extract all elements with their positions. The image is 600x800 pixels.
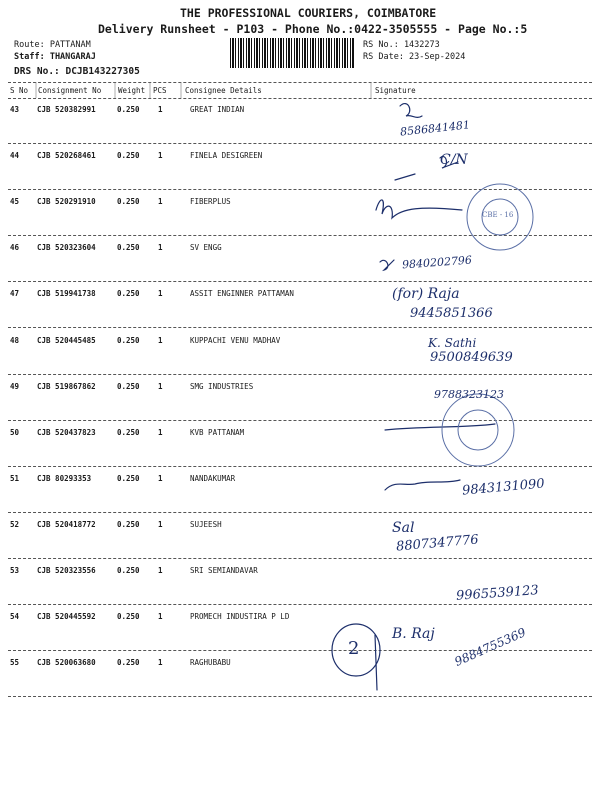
row-weight: 0.250 [117, 197, 140, 206]
row-sno: 54 [10, 612, 20, 621]
row-consignee: SV ENGG [190, 243, 222, 252]
signature-51-scribble [385, 480, 460, 490]
row-consignment-no: CJB 519867862 [37, 382, 96, 391]
row-sno: 46 [10, 243, 20, 252]
row-weight: 0.250 [117, 151, 140, 160]
row-weight: 0.250 [117, 520, 140, 529]
row-pcs: 1 [158, 566, 163, 575]
row-weight: 0.250 [117, 428, 140, 437]
signature-43: 8586841481 [399, 118, 471, 139]
signature-47-phone: 9445851366 [410, 306, 493, 321]
row-consignee: KUPPACHI VENU MADHAV [190, 336, 281, 345]
stamp-50-circle [442, 394, 514, 466]
signature-45-scribble [376, 200, 462, 218]
row-consignee: FINELA DESIGREEN [190, 151, 263, 160]
row-weight: 0.250 [117, 658, 140, 667]
row-pcs: 1 [158, 428, 163, 437]
signature-55-phone: 9884755369 [452, 625, 528, 669]
row-pcs: 1 [158, 336, 163, 345]
row-consignee: KVB PATTANAM [190, 428, 245, 437]
row-consignment-no: CJB 520418772 [37, 520, 96, 529]
row-sno: 49 [10, 382, 20, 391]
row-consignment-no: CJB 520437823 [37, 428, 96, 437]
row-consignment-no: CJB 520268461 [37, 151, 96, 160]
row-sno: 45 [10, 197, 20, 206]
col-sno: S No [10, 86, 29, 95]
row-consignment-no: CJB 520445592 [37, 612, 96, 621]
row-sno: 50 [10, 428, 20, 437]
signature-48-phone: 9500849639 [430, 350, 513, 365]
signature-48-name: K. Sathi [428, 336, 477, 350]
runsheet-title: Delivery Runsheet - P103 - Phone No.:0422-3505555 - Page No.:5 [98, 22, 528, 36]
row-consignee: PROMECH INDUSTIRA P LD [190, 612, 290, 621]
row-consignee: RAGHUBABU [190, 658, 231, 667]
row-consignment-no: CJB 519941738 [37, 289, 96, 298]
circled-mark-text: 2 [348, 638, 360, 659]
rs-number: RS No.: 1432273 [363, 40, 440, 50]
staff-label: Staff: THANGARAJ [14, 52, 96, 62]
row-consignment-no: CJB 520382991 [37, 105, 96, 114]
row-consignment-no: CJB 520445485 [37, 336, 96, 345]
row-pcs: 1 [158, 243, 163, 252]
signature-43-scribble [400, 104, 422, 118]
rs-date: RS Date: 23-Sep-2024 [363, 52, 466, 62]
drs-number: DRS No.: DCJB143227305 [14, 66, 140, 77]
row-consignee: NANDAKUMAR [190, 474, 236, 483]
signature-52-name: Sal [392, 520, 415, 536]
signature-52-phone: 8807347776 [395, 532, 480, 555]
row-sno: 43 [10, 105, 20, 114]
row-weight: 0.250 [117, 105, 140, 114]
row-consignment-no: CJB 520291910 [37, 197, 96, 206]
signature-44: C/N [440, 152, 468, 168]
signature-49-phone: 9788323123 [434, 388, 504, 401]
col-consignment: Consignment No [38, 86, 102, 95]
signature-54: B. Raj [392, 626, 435, 642]
row-pcs: 1 [158, 382, 163, 391]
signature-46: 9840202796 [401, 253, 473, 272]
row-weight: 0.250 [117, 243, 140, 252]
signature-47-name: (for) Raja [392, 286, 460, 302]
row-weight: 0.250 [117, 566, 140, 575]
row-sno: 48 [10, 336, 20, 345]
row-sno: 55 [10, 658, 20, 667]
signature-50-scribble [385, 424, 495, 430]
row-sno: 52 [10, 520, 20, 529]
row-pcs: 1 [158, 612, 163, 621]
row-pcs: 1 [158, 474, 163, 483]
stamp-45-text: CBE - 16 [482, 211, 514, 219]
row-weight: 0.250 [117, 336, 140, 345]
row-pcs: 1 [158, 658, 163, 667]
route-label: Route: PATTANAM [14, 40, 91, 50]
row-consignee: SMG INDUSTRIES [190, 382, 254, 391]
row-weight: 0.250 [117, 612, 140, 621]
row-consignee: GREAT INDIAN [190, 105, 245, 114]
row-pcs: 1 [158, 520, 163, 529]
row-consignment-no: CJB 520323556 [37, 566, 96, 575]
row-consignee: FIBERPLUS [190, 197, 231, 206]
row-sno: 53 [10, 566, 20, 575]
row-pcs: 1 [158, 105, 163, 114]
row-consignee: SUJEESH [190, 520, 222, 529]
col-consignee: Consignee Details [185, 86, 262, 95]
row-pcs: 1 [158, 289, 163, 298]
row-weight: 0.250 [117, 289, 140, 298]
row-sno: 47 [10, 289, 20, 298]
row-consignment-no: CJB 520323604 [37, 243, 96, 252]
row-pcs: 1 [158, 151, 163, 160]
row-weight: 0.250 [117, 474, 140, 483]
row-consignment-no: CJB 520063680 [37, 658, 96, 667]
col-pcs: PCS [153, 86, 167, 95]
col-weight: Weight [118, 86, 146, 95]
signature-46-scribble [380, 260, 394, 270]
row-consignee: SRI SEMIANDAVAR [190, 566, 258, 575]
col-signature: Signature [375, 86, 416, 95]
row-pcs: 1 [158, 197, 163, 206]
signature-51-phone: 9843131090 [461, 476, 546, 499]
row-consignment-no: CJB 80293353 [37, 474, 92, 483]
row-weight: 0.250 [117, 382, 140, 391]
signature-53-phone: 9965539123 [455, 583, 540, 604]
row-sno: 44 [10, 151, 20, 160]
company-title: THE PROFESSIONAL COURIERS, COIMBATORE [180, 6, 437, 20]
row-consignee: ASSIT ENGINNER PATTAMAN [190, 289, 294, 298]
row-sno: 51 [10, 474, 20, 483]
